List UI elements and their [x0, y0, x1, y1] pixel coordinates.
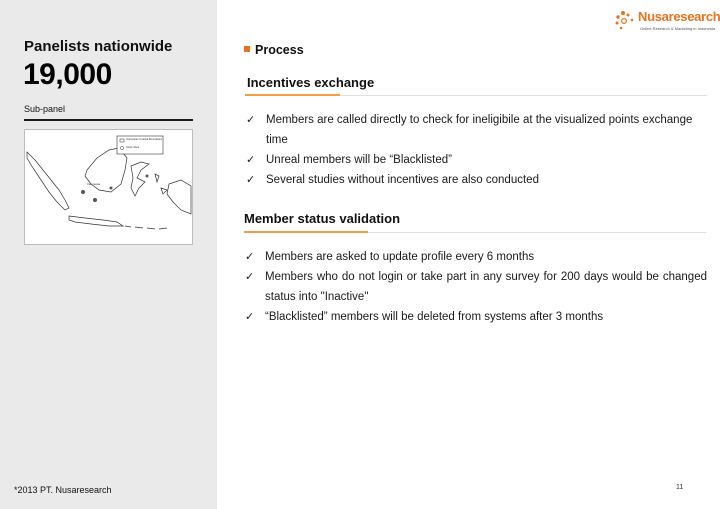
list-item: ✓ Several studies without incentives are also conducted: [246, 170, 708, 190]
page-number: 11: [676, 484, 684, 491]
nusaresearch-logo: [614, 9, 720, 35]
logo-tagline: Online Research & Marketing in Indonesia: [640, 26, 715, 31]
subpanel-label: Sub-panel: [24, 104, 66, 114]
list-item: ✓ Members are asked to update profile every 6 months: [245, 247, 707, 267]
sidebar-divider: [24, 119, 193, 121]
check-icon: ✓: [246, 173, 256, 186]
check-icon: ✓: [245, 250, 255, 263]
panelists-count: 19,000: [23, 58, 112, 91]
section-title: [244, 43, 304, 57]
incentives-list: [246, 110, 708, 190]
list-item: ✓ Members who do not login or take part in any survey for 200 days would be changed status into "Inactive": [245, 267, 707, 307]
map-legend-boundaries: Indonesian Coastal Boundaries: [126, 138, 163, 141]
check-icon: ✓: [246, 113, 256, 126]
orange-square-icon: [244, 46, 250, 52]
member-validation-list: [245, 247, 707, 327]
check-icon: ✓: [245, 310, 255, 323]
incentives-heading: Incentives exchange: [247, 75, 375, 90]
member-validation-heading: Member status validation: [244, 211, 401, 226]
panelists-title: Panelists nationwide: [24, 38, 173, 55]
list-item: ✓ Unreal members will be “Blacklisted”: [246, 150, 708, 170]
map-legend-sites: Study Sites: [126, 146, 140, 149]
check-icon: ✓: [245, 270, 255, 283]
list-item: ✓ “Blacklisted” members will be deleted from systems after 3 months: [245, 307, 707, 327]
logo-name: Nusaresearch: [638, 9, 720, 24]
map-graphic: [25, 130, 192, 244]
sidebar: [0, 0, 217, 509]
list-item: ✓ Members are called directly to check for ineligibile at the visualized points exchange time: [246, 110, 708, 150]
incentives-accent-line: [245, 94, 340, 96]
indonesia-map: [24, 129, 193, 245]
logo-icon: [614, 9, 636, 33]
map-caption: Indonesia: [87, 182, 101, 186]
member-validation-accent-line: [244, 231, 368, 233]
check-icon: ✓: [246, 153, 256, 166]
section-title-text: Process: [255, 43, 304, 57]
copyright: *2013 PT. Nusaresearch: [14, 485, 112, 495]
